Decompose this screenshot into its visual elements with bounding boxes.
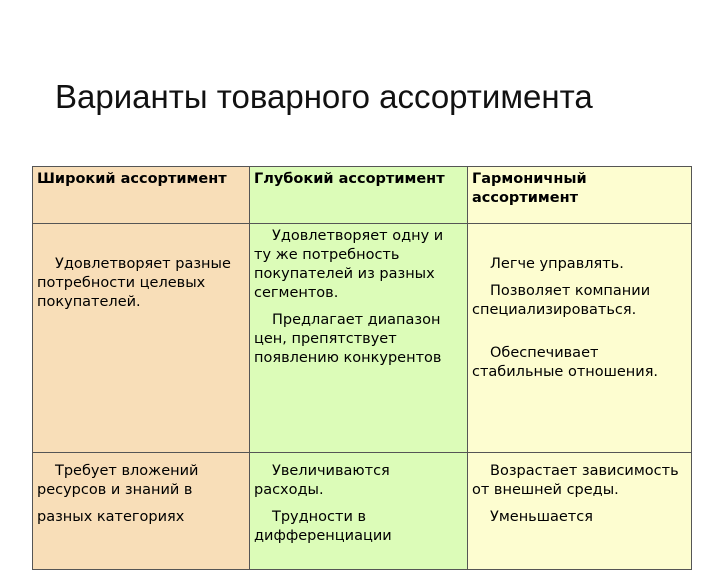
cell-text: Трудности в дифференциации — [254, 509, 392, 544]
assortment-table — [32, 166, 692, 570]
cell-deep-drawbacks — [250, 453, 468, 570]
cell-text: разных категориях — [37, 509, 185, 525]
table-row-advantages — [33, 224, 692, 453]
cell-harmonious-drawbacks — [468, 453, 692, 570]
cell-text: Предлагает диапазон цен, препятствует появлению конкурентов — [254, 312, 442, 366]
table-header-row — [33, 167, 692, 224]
slide-title: Варианты товарного ассортимента — [55, 78, 593, 115]
cell-text: Легче управлять. — [490, 256, 624, 272]
cell-text: Уменьшается — [490, 509, 593, 525]
cell-deep-advantages — [250, 224, 468, 453]
table-row-drawbacks — [33, 453, 692, 570]
cell-text: Удовлетворяет разные потребности целевых покупателей. — [37, 256, 231, 310]
cell-wide-drawbacks — [33, 453, 250, 570]
cell-text: Позволяет компании специализироваться. — [472, 283, 651, 318]
cell-text: Обеспечивает стабильные отношения. — [472, 345, 659, 380]
cell-text: Удовлетворяет одну и ту же потребность покупателей из разных сегментов. — [254, 228, 444, 301]
cell-text: Требует вложений ресурсов и знаний в — [37, 463, 199, 498]
header-deep: Глубокий ассортимент — [250, 167, 468, 224]
cell-text: Возрастает зависимость от внешней среды. — [472, 463, 679, 498]
header-harmonious: Гармоничный ассортимент — [468, 167, 692, 224]
header-wide: Широкий ассортимент — [33, 167, 250, 224]
cell-text: Увеличиваются расходы. — [254, 463, 390, 498]
cell-wide-advantages — [33, 224, 250, 453]
cell-harmonious-advantages — [468, 224, 692, 453]
